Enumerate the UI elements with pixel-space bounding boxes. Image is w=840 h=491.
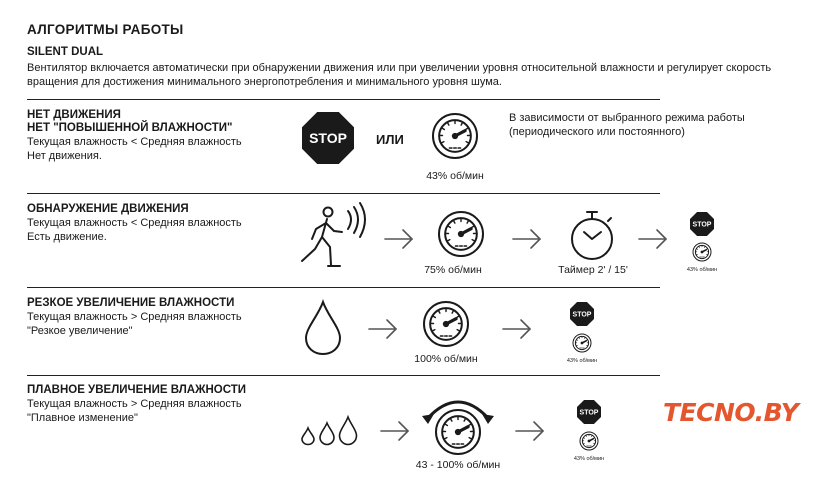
row-condition: Нет движения.: [27, 150, 102, 162]
divider: [27, 375, 660, 376]
speedometer-icon: [422, 300, 470, 348]
speedometer-icon: [579, 431, 599, 451]
speed-label: 75% об/мин: [424, 264, 482, 276]
timer-label: Таймер 2' / 15': [558, 264, 628, 276]
speed-label-small: 43% об/мин: [686, 267, 718, 273]
mode-note: В зависимости от выбранного режима работы (периодического или постоянного): [509, 112, 745, 138]
stop-sign-label: STOP: [572, 311, 592, 319]
stop-sign-label: STOP: [692, 221, 712, 229]
speed-label: 100% об/мин: [414, 353, 478, 365]
arrow-right-icon: [384, 228, 414, 250]
arrow-right-icon: [512, 228, 542, 250]
intro-text: Вентилятор включается автоматически при обнаружении движения или при увеличении уровня относительной влажности и регулирует скорость вращения для достижения минимального энергопотребления и минимального уровня шума.: [27, 62, 772, 88]
or-label: ИЛИ: [376, 132, 404, 147]
divider: [27, 193, 660, 194]
divider: [27, 99, 660, 100]
speed-label: 43 - 100% об/мин: [415, 459, 501, 471]
arrow-right-icon: [380, 420, 410, 442]
row-motion-label: [27, 203, 242, 244]
row-smooth-humidity-label: [27, 384, 246, 425]
divider: [27, 287, 660, 288]
arrow-right-icon: [368, 318, 398, 340]
row-title: ОБНАРУЖЕНИЕ ДВИЖЕНИЯ: [27, 203, 189, 215]
arrow-right-icon: [515, 420, 545, 442]
speedometer-icon: [434, 408, 482, 456]
row-condition: "Плавное изменение": [27, 412, 138, 424]
row-condition: Текущая влажность < Средняя влажность: [27, 217, 242, 229]
stop-sign-label: STOP: [309, 130, 347, 146]
stop-sign-label: STOP: [579, 409, 599, 417]
speedometer-icon: [431, 112, 479, 160]
row-title: РЕЗКОЕ УВЕЛИЧЕНИЕ ВЛАЖНОСТИ: [27, 297, 235, 309]
row-condition: Текущая влажность < Средняя влажность: [27, 136, 242, 148]
row-condition: Текущая влажность > Средняя влажность: [27, 398, 242, 410]
arrow-right-icon: [638, 228, 668, 250]
arrow-right-icon: [502, 318, 532, 340]
stop-sign-icon: [577, 400, 601, 424]
walking-person-icon: [300, 203, 374, 271]
motion-waves-icon: [348, 203, 365, 237]
page-title: АЛГОРИТМЫ РАБОТЫ: [27, 22, 184, 37]
row-no-motion-label: [27, 109, 242, 163]
row-condition: Текущая влажность > Средняя влажность: [27, 311, 242, 323]
mode-name: SILENT DUAL: [27, 46, 104, 58]
row-title: ПЛАВНОЕ УВЕЛИЧЕНИЕ ВЛАЖНОСТИ: [27, 384, 247, 396]
row-sharp-humidity-label: [27, 297, 242, 338]
stop-sign-icon: [302, 112, 354, 164]
stop-sign-icon: [690, 212, 714, 236]
stop-sign-icon: [570, 302, 594, 326]
row-title: НЕТ "ПОВЫШЕННОЙ ВЛАЖНОСТИ": [27, 122, 233, 134]
row-title: НЕТ ДВИЖЕНИЯ: [27, 109, 121, 121]
speedometer-icon: [692, 242, 712, 262]
speed-label-small: 43% об/мин: [573, 456, 605, 462]
row-condition: Есть движение.: [27, 231, 107, 243]
speedometer-icon: [437, 210, 485, 258]
speedometer-icon: [572, 333, 592, 353]
tecno-logo: TECNO.BY: [663, 398, 799, 427]
stopwatch-icon: [568, 208, 616, 262]
speed-label: 43% об/мин: [426, 170, 484, 182]
water-drops-icon: [300, 416, 358, 446]
row-condition: "Резкое увеличение": [27, 325, 133, 337]
water-drop-icon: [304, 300, 342, 356]
speed-label-small: 43% об/мин: [566, 358, 598, 364]
